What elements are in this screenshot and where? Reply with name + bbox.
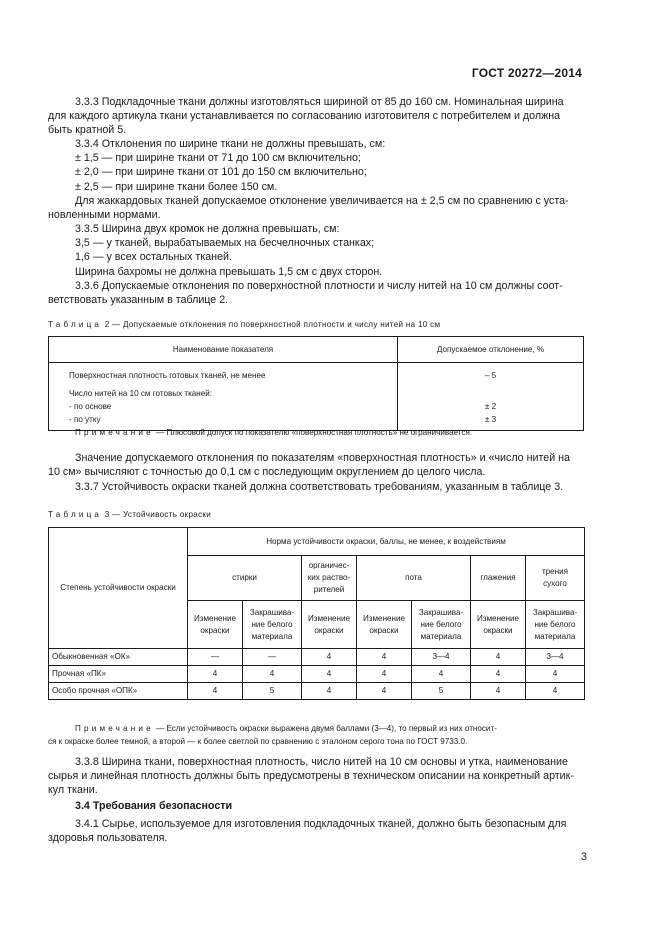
column-header: Степень устойчивости окраски [49,528,188,649]
table-cell: 4 [526,683,585,700]
row-value: – 5 [484,371,497,380]
column-header [302,556,357,601]
note-text: — Если устойчивость окраски выражена двумя баллами (3—4), то первый из них относит- [153,724,497,733]
table-3-caption [48,510,211,519]
column-header: стирки [188,556,302,601]
text-line: ± 2,5 — при ширине ткани более 150 см. [75,180,278,193]
header-line: материала [251,631,293,641]
table-cell: 4 [302,666,357,683]
header-line: рителей [313,585,345,594]
table-cell: 4 [302,649,357,666]
paragraph-value-rounding [48,451,584,479]
header-line: окраски [369,625,399,635]
note-label: Примечание [75,428,154,437]
page-number: 3 [581,851,587,863]
header-line: органичес- [308,561,350,570]
header-line: Изменение [476,613,520,623]
row-name: Особо прочная «ОПК» [49,683,188,700]
table-body-row [49,363,584,431]
header-line: трения [541,567,569,576]
table-row [49,683,585,700]
table-2-caption [48,320,440,329]
table-2 [48,336,584,431]
text-line: Значение допускаемого отклонения по показателям «поверхностная плотность» и «число нитей на [75,452,570,464]
header-line: Закрашива- [249,607,295,617]
clause-3-3-7 [48,480,584,494]
text-line: 3.3.5 Ширина двух кромок не должна превышать, см: [75,223,340,235]
table-cell: 4 [412,666,471,683]
table-cell: 4 [471,683,526,700]
table-3 [48,527,585,700]
clause-3-3-3 [48,95,584,138]
column-header [526,601,585,649]
table-cell: 4 [471,649,526,666]
column-group-header: Норма устойчивости окраски, баллы, не менее, к воздействиям [188,528,585,556]
table-header-row [49,337,584,363]
column-header [471,601,526,649]
column-header [412,601,471,649]
table-2-note [75,426,585,439]
text-line: Ширина бахромы не должна превышать 1,5 см с двух сторон. [75,265,383,278]
text-line: ветствовать указанным в таблице 2. [48,294,229,307]
table-cell: 4 [471,666,526,683]
caption-text: 3 — Устойчивость окраски [102,510,212,519]
text-line: 3.3.7 Устойчивость окраски тканей должна соответствовать требованиям, указанным в таблице 3. [75,481,564,493]
table-cell: 4 [357,683,412,700]
table-cell: 4 [188,666,243,683]
section-3-4-title [48,799,584,813]
clause-3-3-5 [48,222,584,279]
header-line: Закрашива- [418,607,464,617]
text-line: 10 см» вычисляют с точностью до 0,1 см с последующим округлением до целого числа. [48,466,486,479]
text-line: ± 2,0 — при ширине ткани от 101 до 150 см включительно; [75,166,367,179]
text-line: 3.3.3 Подкладочные ткани должны изготовляться шириной от 85 до 160 см. Номинальная ширина [75,96,564,108]
header-line: ние белого [251,619,293,629]
text-line: для каждого артикула ткани устанавливается по согласованию изготовителя с потребителем и должна [48,110,561,123]
row-name: Число нитей на 10 см готовых тканей: [69,389,213,398]
column-header [243,601,302,649]
header-line: Закрашива- [532,607,578,617]
text-line: здоровья пользователя. [48,832,168,845]
note-text: — Плюсовой допуск по показателю «поверхностная плотность» не ограничивается. [153,428,473,437]
column-header: Наименование показателя [49,337,398,363]
table-cell: 4 [526,666,585,683]
column-header [357,601,412,649]
header-line: Изменение [193,613,237,623]
text-line: новленными нормами. [48,209,161,222]
table-header-row [49,528,585,556]
text-line: 3,5 — у тканей, вырабатываемых на бесчелночных станках; [75,237,375,250]
text-line: 3.3.6 Допускаемые отклонения по поверхностной плотности и числу нитей на 10 см должны соот- [75,280,563,292]
row-name: - по основе [69,402,112,411]
table-cell: 3—4 [526,649,585,666]
clause-3-3-4 [48,137,584,222]
table-cell [398,363,584,431]
clause-3-4-1 [48,817,584,845]
column-header: пота [357,556,471,601]
header-line: окраски [483,625,513,635]
column-header [302,601,357,649]
row-name: - по утку [69,415,101,424]
clause-3-3-8 [48,755,584,798]
text-line: 3.4.1 Сырье, используемое для изготовления подкладочных тканей, должно быть безопасным для [75,818,567,830]
row-name: Поверхностная плотность готовых тканей, не менее [69,371,266,380]
note-label: Примечание [75,724,154,733]
table-cell: — [188,649,243,666]
row-name: Прочная «ПК» [49,666,188,683]
row-value: ± 3 [484,415,497,424]
column-header: Допускаемое отклонение, % [398,337,584,363]
header-line: сухого [543,579,567,588]
row-name: Обыкновенная «ОК» [49,649,188,666]
table-cell: 4 [302,683,357,700]
text-line: сырья и линейная плотность должны быть предусмотрены в техническом описании на конкретный артик- [48,770,574,783]
header-line: ких раство- [307,573,351,582]
table-3-note [48,722,588,748]
header-line: материала [534,631,576,641]
table-row [49,666,585,683]
table-cell: 5 [412,683,471,700]
column-header [526,556,585,601]
header-line: Изменение [362,613,406,623]
table-cell: 4 [243,666,302,683]
note-line: ся к окраске более темной, а второй — к более светлой по сравнению с эталоном серого тона по ГОСТ 9733.0. [48,737,468,746]
table-row [49,649,585,666]
table-cell: 3—4 [412,649,471,666]
text-line: 3.3.4 Отклонения по ширине ткани не должны превышать, см: [75,138,386,150]
standard-designation: ГОСТ 20272—2014 [471,66,582,80]
text-line: Для жаккардовых тканей допускаемое отклонение увеличивается на ± 2,5 см по сравнению с уста- [75,194,569,207]
column-header [188,601,243,649]
note-line [48,722,588,735]
table-cell: 4 [357,666,412,683]
table-cell: 5 [243,683,302,700]
row-value: ± 2 [484,402,497,411]
caption-text: 2 — Допускаемые отклонения по поверхностной плотности и числу нитей на 10 см [102,320,441,329]
header-line: Изменение [307,613,351,623]
text-line: кул ткани. [48,784,98,797]
text-line: ± 1,5 — при ширине ткани от 71 до 100 см включительно; [75,152,361,165]
caption-label: Таблица [48,510,103,519]
text-line: 3.3.8 Ширина ткани, поверхностная плотность, число нитей на 10 см основы и утка, наименование [75,756,568,768]
table-cell: — [243,649,302,666]
header-line: ние белого [534,619,576,629]
header-line: окраски [200,625,230,635]
header-line: ние белого [420,619,462,629]
column-header: глажения [471,556,526,601]
caption-label: Таблица [48,320,103,329]
header-line: материала [420,631,462,641]
text-line: 1,6 — у всех остальных тканей. [75,251,232,264]
header-line: окраски [314,625,344,635]
table-cell: 4 [357,649,412,666]
table-cell [49,363,398,431]
table-cell: 4 [188,683,243,700]
text-line: быть кратной 5. [48,124,127,137]
section-heading: 3.4 Требования безопасности [75,800,233,812]
clause-3-3-6 [48,279,584,307]
